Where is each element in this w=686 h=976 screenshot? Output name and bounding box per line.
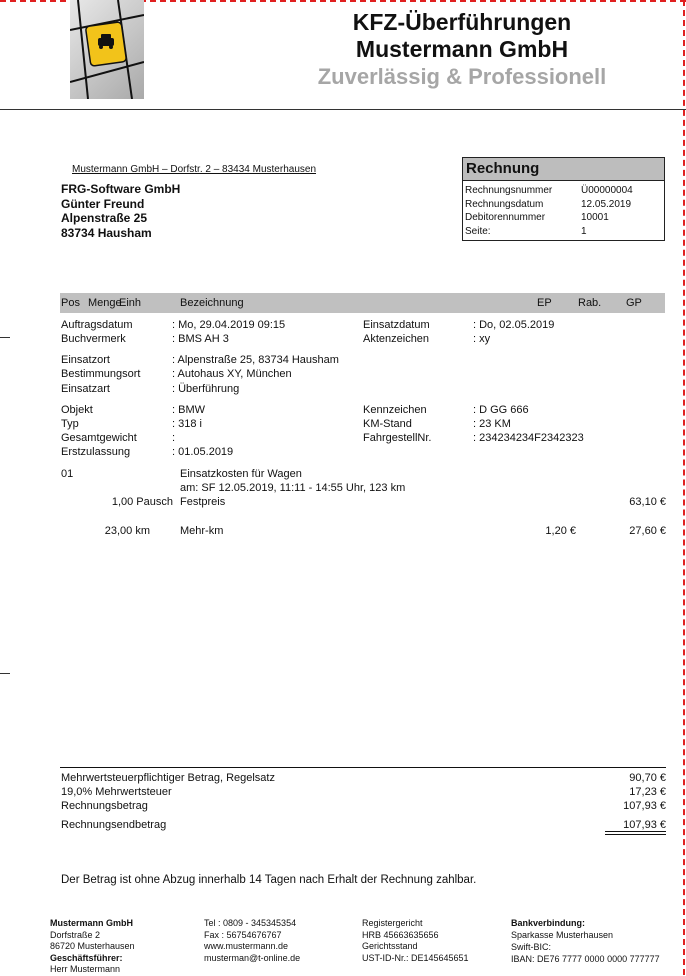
label: Rechnungsnummer	[465, 185, 553, 196]
label: Gesamtgewicht	[61, 432, 137, 444]
footer-fax: Fax : 56754676767	[204, 929, 282, 940]
footer-website[interactable]: www.mustermann.de	[204, 941, 289, 951]
position-subtitle: am: SF 12.05.2019, 11:11 - 14:55 Uhr, 123 km	[180, 482, 406, 494]
label: Objekt	[61, 404, 93, 416]
invoice-date: 12.05.2019	[581, 198, 632, 210]
col-gp: GP	[626, 297, 642, 309]
company-slogan: Zuverlässig & Professionell	[317, 64, 607, 89]
page-row	[465, 225, 662, 239]
vat-amount: 17,23 €	[629, 786, 666, 798]
label: Seite:	[465, 225, 491, 237]
total-weight: :	[172, 432, 176, 444]
payment-note: Der Betrag ist ohne Abzug innerhalb 14 Tagen nach Erhalt der Rechnung zahlbar.	[61, 874, 477, 886]
service-location: : Alpenstraße 25, 83734 Hausham	[172, 354, 339, 366]
footer-jurisdiction: Gerichtsstand	[362, 941, 418, 951]
label: Einsatzart	[61, 383, 110, 395]
invoice-box-title: Rechnung	[463, 158, 664, 181]
net-amount-label: Mehrwertsteuerpflichtiger Betrag, Regelsatz	[61, 772, 275, 784]
order-date: : Mo, 29.04.2019 09:15	[172, 319, 286, 331]
recipient-address	[61, 182, 180, 240]
label: Aktenzeichen	[363, 333, 430, 345]
label: Buchvermerk	[61, 333, 126, 345]
booking-note: : BMS AH 3	[172, 333, 229, 345]
label: Bestimmungsort	[61, 368, 141, 380]
footer-bank	[511, 918, 660, 965]
item-description: Festpreis	[180, 496, 226, 508]
label: Einsatzort	[61, 354, 110, 366]
footer-bank-label: Bankverbindung:	[511, 918, 586, 928]
table-header	[60, 293, 665, 313]
footer-vat-id: UST-ID-Nr.: DE145645651	[362, 952, 469, 963]
service-date: : Do, 02.05.2019	[473, 319, 555, 331]
col-einh: Einh	[119, 297, 142, 309]
col-menge: Menge	[88, 297, 122, 309]
label: Rechnungsdatum	[465, 198, 544, 210]
invoice-number: Ü00000004	[581, 185, 633, 196]
service-type: : Überführung	[172, 383, 240, 395]
vat-label: 19,0% Mehrwertsteuer	[61, 786, 172, 798]
item-total: 63,10 €	[629, 496, 666, 508]
footer-street: Dorfstraße 2	[50, 929, 101, 940]
debtor-number: 10001	[581, 212, 609, 223]
page-number: 1	[581, 225, 587, 237]
net-amount: 90,70 €	[629, 772, 666, 784]
footer-registry-label: Registergericht	[362, 918, 423, 928]
col-rabatt: Rab.	[578, 297, 602, 309]
license-plate: : D GG 666	[473, 404, 529, 416]
label: Auftragsdatum	[61, 319, 133, 331]
invoice-number-row	[465, 184, 662, 198]
col-ep: EP	[537, 297, 552, 309]
company-logo	[70, 0, 144, 99]
footer-phone: Tel : 0809 - 345345354	[204, 918, 297, 928]
invoice-date-row	[465, 198, 662, 212]
footer-bic: Swift-BIC:	[511, 942, 552, 952]
sender-line: Mustermann GmbH – Dorfstr. 2 – 83434 Musterhausen	[72, 164, 317, 175]
final-amount-label: Rechnungsendbetrag	[61, 819, 167, 831]
mileage: : 23 KM	[473, 418, 511, 430]
invoice-info-box	[462, 157, 665, 241]
item-quantity: 23,00 km	[104, 525, 150, 537]
recipient-company: FRG-Software GmbH	[61, 182, 181, 196]
footer-bank-name: Sparkasse Musterhausen	[511, 929, 614, 940]
chassis-number: : 234234234F2342323	[473, 432, 584, 444]
file-reference: : xy	[473, 333, 491, 345]
company-title: KFZ-Überführungen	[352, 9, 572, 35]
footer-ceo-label: Geschäftsführer:	[50, 952, 123, 963]
item-description: Mehr-km	[180, 525, 224, 537]
final-amount: 107,93 €	[623, 819, 666, 831]
label: Einsatzdatum	[363, 319, 430, 331]
vehicle-make: : BMW	[172, 404, 205, 416]
final-amount-double-underline	[605, 831, 666, 835]
recipient-city: 83734 Hausham	[61, 225, 152, 240]
footer-city: 86720 Musterhausen	[50, 941, 135, 951]
first-registration: : 01.05.2019	[172, 446, 234, 458]
fold-mark	[0, 673, 10, 674]
footer-hrb: HRB 45663635656	[362, 929, 439, 940]
destination: : Autohaus XY, München	[172, 368, 292, 380]
label: Erstzulassung	[61, 446, 131, 458]
label: Kennzeichen	[363, 404, 427, 416]
label: Typ	[61, 418, 79, 430]
fold-mark	[0, 337, 10, 338]
car-key-logo-icon	[70, 0, 144, 99]
invoice-amount: 107,93 €	[623, 800, 666, 812]
footer-company-name: Mustermann GmbH	[50, 918, 134, 928]
label: Debitorennummer	[465, 212, 546, 223]
item-unit-price: 1,20 €	[545, 525, 576, 537]
invoice-amount-label: Rechnungsbetrag	[61, 800, 148, 812]
position-title: Einsatzkosten für Wagen	[180, 468, 302, 480]
col-pos: Pos	[61, 297, 80, 309]
totals-divider	[60, 767, 666, 768]
label: KM-Stand	[363, 418, 412, 430]
footer-registry	[362, 918, 469, 964]
position-number: 01	[61, 468, 74, 480]
company-name: Mustermann GmbH	[355, 36, 569, 62]
recipient-street: Alpenstraße 25	[61, 211, 148, 225]
recipient-person: Günter Freund	[61, 196, 145, 211]
footer-contact	[204, 918, 300, 964]
page-right-border	[683, 0, 685, 975]
col-bezeichnung: Bezeichnung	[180, 297, 244, 309]
debtor-number-row	[465, 211, 662, 225]
item-total: 27,60 €	[629, 525, 666, 537]
item-quantity: 1,00 Pausch	[111, 496, 173, 508]
vehicle-type: : 318 i	[172, 418, 202, 430]
footer-ceo: Herr Mustermann	[50, 964, 121, 974]
label: FahrgestellNr.	[363, 432, 432, 444]
header-divider	[0, 109, 686, 110]
footer-iban: IBAN: DE76 7777 0000 0000 777777	[511, 953, 660, 964]
footer-company	[50, 918, 135, 976]
footer-email[interactable]: musterman@t-online.de	[204, 952, 301, 963]
